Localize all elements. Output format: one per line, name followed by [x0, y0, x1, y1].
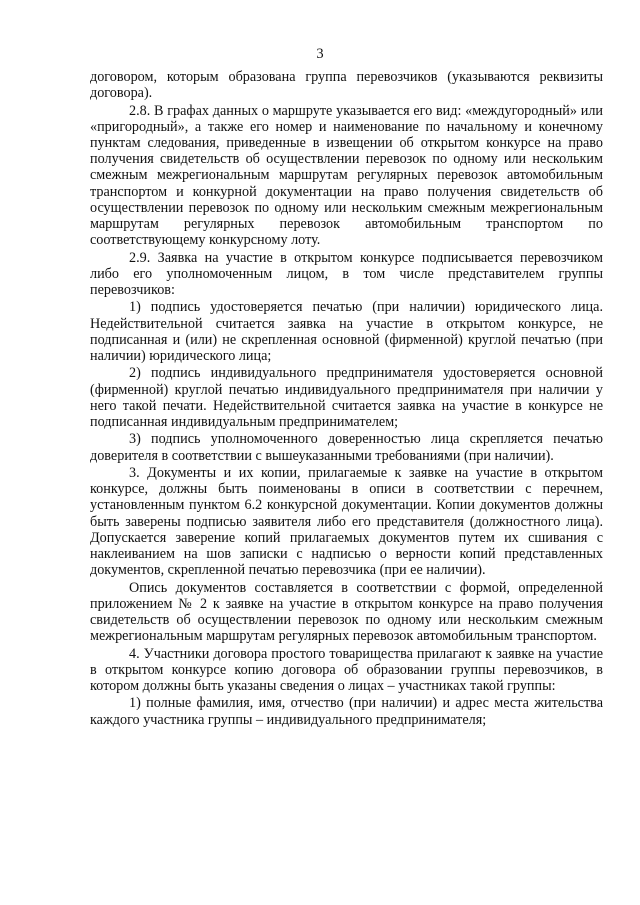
paragraph-3-documents: 3. Документы и их копии, прилагаемые к заявке на участие в открытом конкурсе, должны быть поименованы в описи в соответствии с перечнем, установленным пунктом 6.2 конкурсной документации. Копии документов должны быть заверены подписью заявителя либо его представителя (должностного лица). Допускается заверение копий прилагаемых документов путем их сшивания с наклеиванием на шов записки с надписью о верности копий представленных документов, скрепленной печатью перевозчика (при ее наличии).: [90, 465, 603, 579]
list-item-1-legal-entity: 1) подпись удостоверяется печатью (при наличии) юридического лица. Недействительной считается заявка на участие в открытом конкурсе, не подписанная и (или) не скрепленная основной (фирменной) круглой печатью (при наличии) юридического лица;: [90, 299, 603, 365]
list-item-2-entrepreneur: 2) подпись индивидуального предпринимателя удостоверяется основной (фирменной) круглой печатью индивидуального предпринимателя при наличии у него такой печати. Недействительной считается заявка на участие в конкурсе не подписанная индивидуальным предпринимателем;: [90, 365, 603, 431]
paragraph-2-9: 2.9. Заявка на участие в открытом конкурсе подписывается перевозчиком либо его уполномоченным лицом, в том числе представителем группы перевозчиков:: [90, 249, 603, 299]
paragraph-contract-requisites: договором, которым образована группа перевозчиков (указываются реквизиты договора).: [90, 69, 603, 102]
paragraph-2-8: 2.8. В графах данных о маршруте указывается его вид: «междугородный» или «пригородный», а также его номер и наименование по начальному и конечному пунктам следования, приведенные в извещении об открытом конкурсе на право получения свидетельств об осуществлении перевозок по одному или нескольким смежным межрегиональным маршрутам регулярных перевозок автомобильным транспортом и конкурной документации на право получения свидетельств об осуществлении перевозок по одному или нескольким смежным межрегиональным маршрутам регулярных перевозок автомобильным транспортом по соответствующему конкурсному лоту.: [90, 102, 603, 249]
list-item-1-full-name: 1) полные фамилия, имя, отчество (при наличии) и адрес места жительства каждого участника группы – индивидуального предпринимателя;: [90, 695, 603, 728]
paragraph-4-partnership: 4. Участники договора простого товарищества прилагают к заявке на участие в открытом конкурсе копию договора об образовании группы перевозчиков, в котором должны быть указаны сведения о лицах – участниках такой группы:: [90, 645, 603, 695]
paragraph-inventory: Опись документов составляется в соответствии с формой, определенной приложением № 2 к заявке на участие в открытом конкурсе на право получения свидетельств об осуществлении перевозок по одному или нескольким смежным межрегиональным маршрутам регулярных перевозок автомобильным транспортом.: [90, 579, 603, 645]
page-number: 3: [316, 46, 324, 62]
list-item-3-proxy: 3) подпись уполномоченного доверенностью лица скрепляется печатью доверителя в соответствии с вышеуказанными требованиями (при наличии).: [90, 431, 603, 464]
document-body: [90, 69, 603, 729]
